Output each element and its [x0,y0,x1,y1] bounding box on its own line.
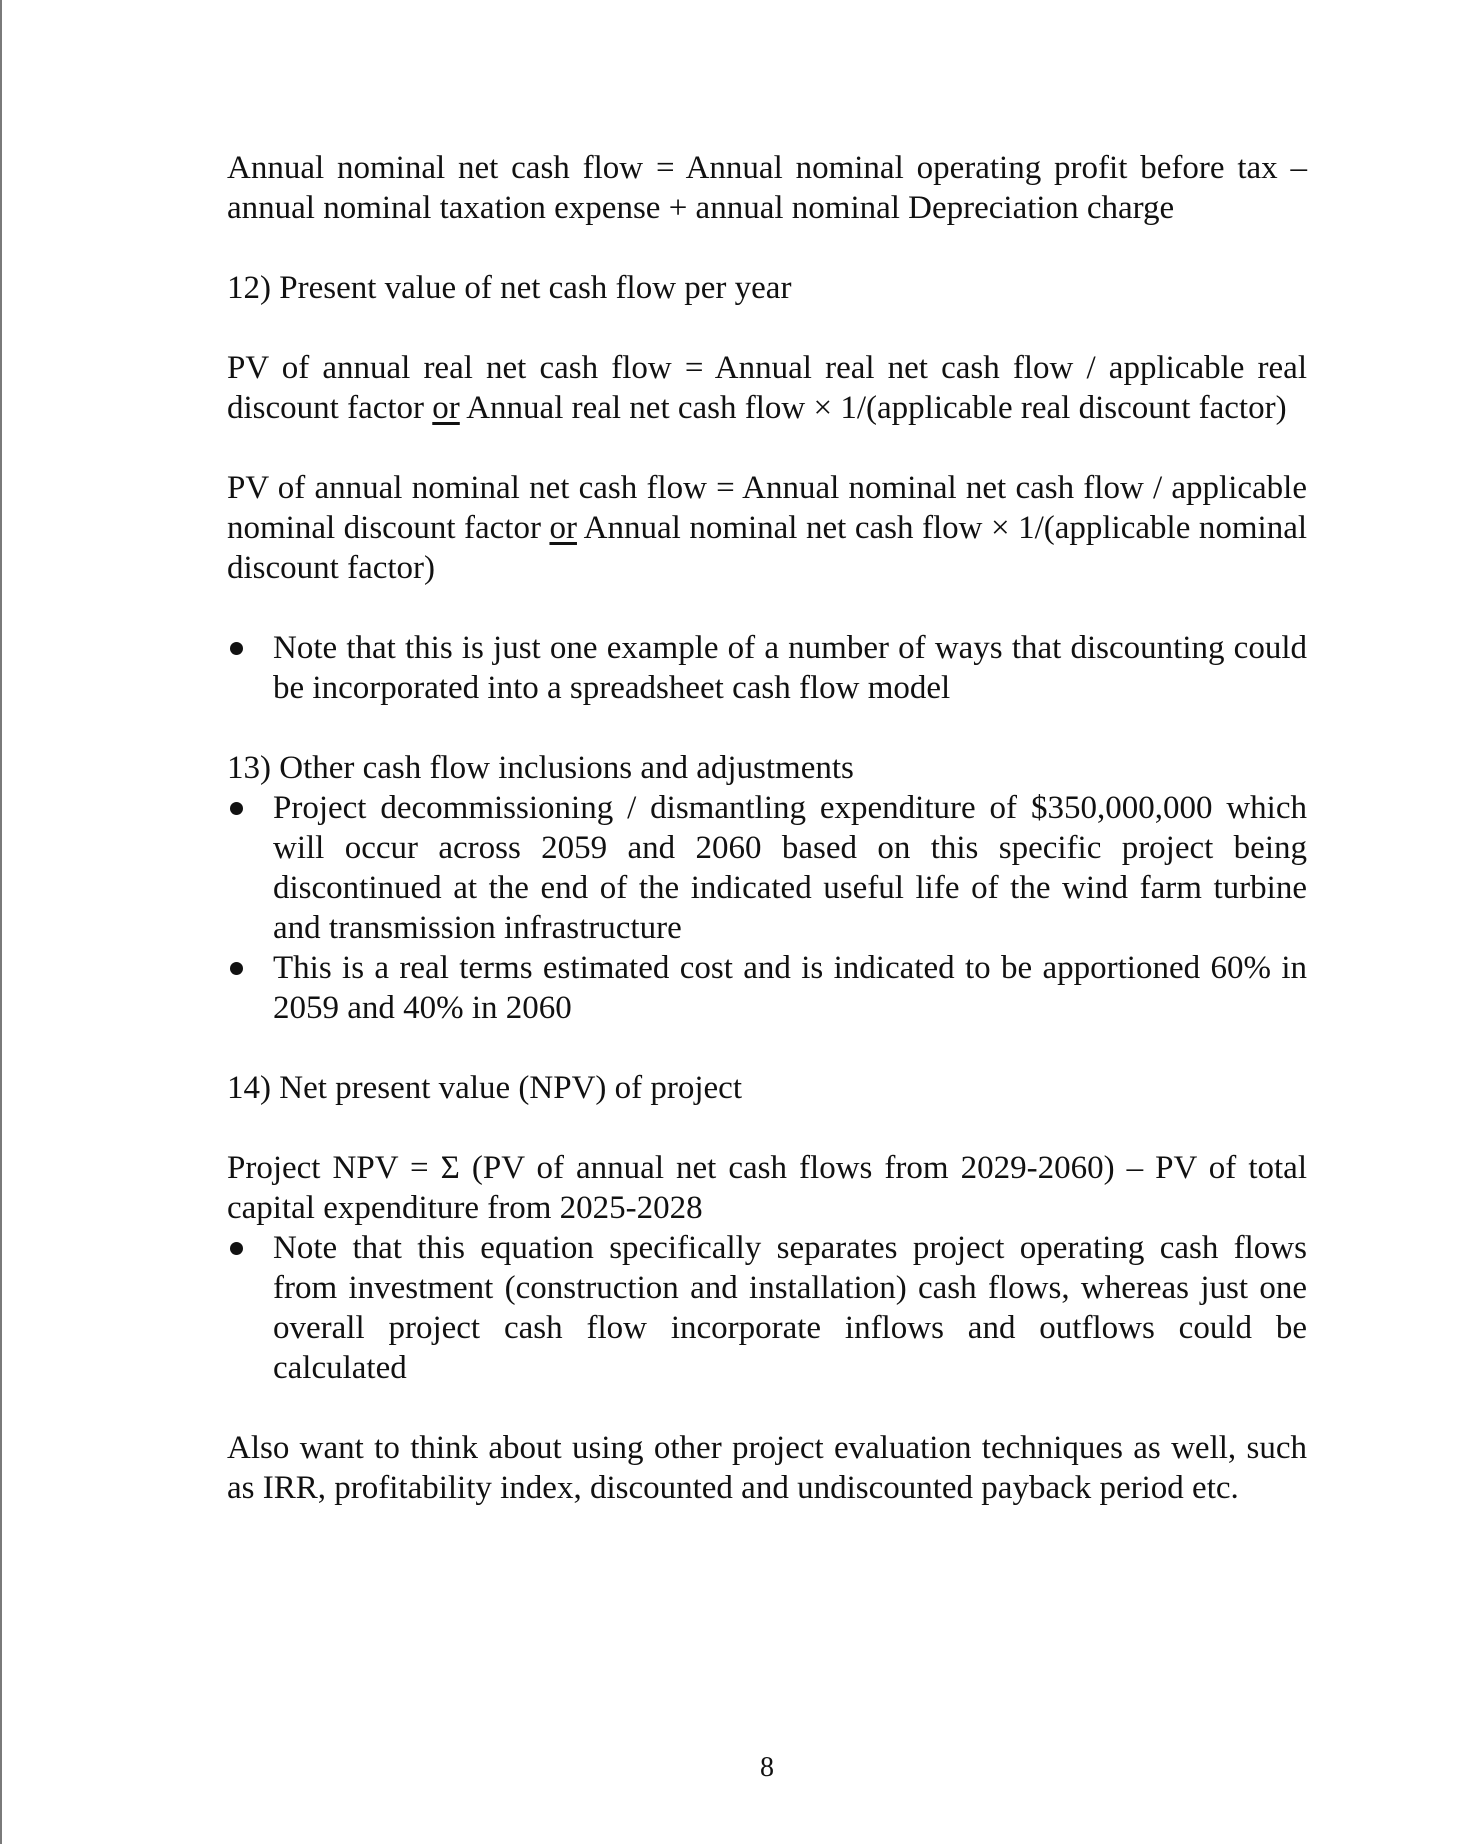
pv-real-or: or [432,390,460,426]
pv-nominal-part1: PV of annual nominal net cash flow = Annual nominal net cash flow / applicable nominal discount factor [227,470,1307,546]
page-edge [0,0,2,1844]
pv-real-part1: PV of annual real net cash flow = Annual real net cash flow / applicable real discount factor [227,350,1307,426]
closing-paragraph: Also want to think about using other project evaluation techniques as well, such as IRR, profitability index, discounted and undiscounted payback period etc. [227,1430,1307,1506]
page-number: 8 [760,1752,774,1783]
npv-formula: Project NPV = Σ (PV of annual net cash flows from 2029-2060) – PV of total capital expenditure from 2025-2028 [227,1150,1307,1226]
list-item [227,948,1307,1028]
pv-nominal-or: or [549,510,577,546]
list-item [227,1228,1307,1388]
section-14-heading: 14) Net present value (NPV) of project [227,1070,742,1106]
bullet-icon [230,962,243,975]
list-item [227,628,1307,708]
section-12-heading: 12) Present value of net cash flow per year [227,270,792,306]
document-page [227,148,1307,1508]
nominal-cash-flow-formula: Annual nominal net cash flow = Annual nominal operating profit before tax – annual nominal taxation expense + annual nominal Depreciation charge [227,150,1307,226]
pv-nominal-part2: Annual nominal net cash flow × 1/(applicable nominal discount factor) [227,510,1308,586]
bullet-icon [230,802,243,815]
section-13-heading: 13) Other cash flow inclusions and adjustments [227,750,854,786]
decommissioning-text: Project decommissioning / dismantling expenditure of $350,000,000 which will occur across 2059 and 2060 based on this specific project being discontinued at the end of the indicated useful life of the wind farm turbine and transmission infrastructure [273,790,1307,946]
npv-note-text: Note that this equation specifically separates project operating cash flows from investment (construction and installation) cash flows, whereas just one overall project cash flow incorporate inflows and outflows could be calculated [273,1230,1307,1386]
pv-real-part2: Annual real net cash flow × 1/(applicable real discount factor) [459,390,1287,426]
pv-real-formula [227,348,1307,428]
apportionment-text: This is a real terms estimated cost and is indicated to be apportioned 60% in 2059 and 40% in 2060 [273,950,1307,1026]
bullet-icon [230,1242,243,1255]
section-12-note-text: Note that this is just one example of a number of ways that discounting could be incorporated into a spreadsheet cash flow model [273,630,1307,706]
section-14-notes [227,1228,1307,1388]
section-13-bullets [227,788,1307,1028]
bullet-icon [230,642,243,655]
list-item [227,788,1307,948]
pv-nominal-formula [227,468,1307,588]
section-12-notes [227,628,1307,708]
